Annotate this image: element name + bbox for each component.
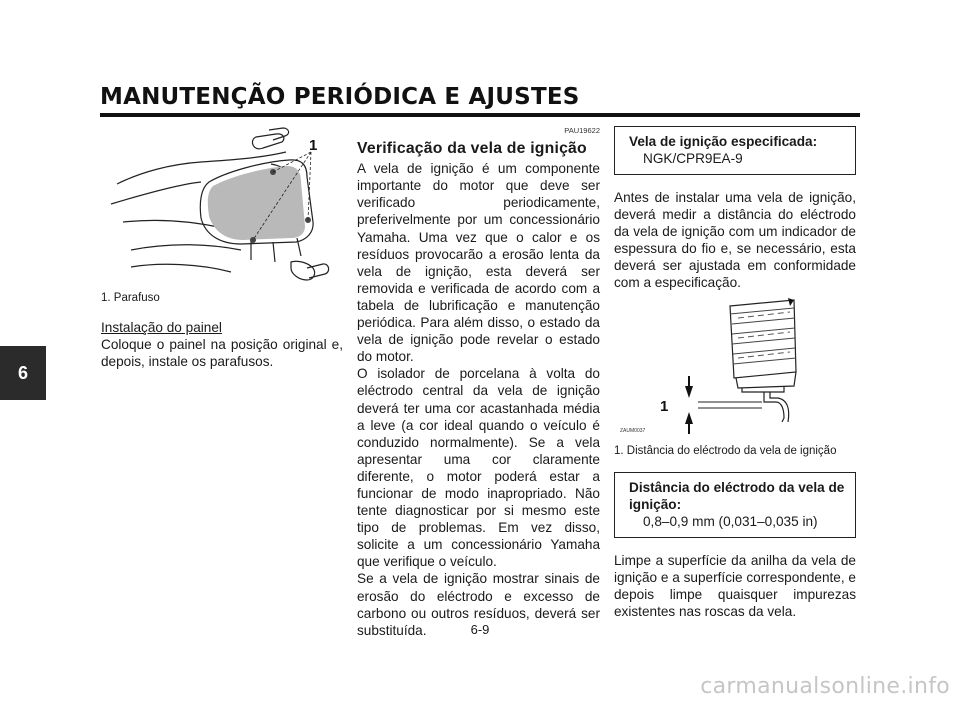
section-title: Verificação da vela de ignição xyxy=(357,140,587,158)
spec-label: Vela de ignição especificada: xyxy=(629,134,818,149)
panel-screw-figure xyxy=(101,122,343,287)
left-column xyxy=(101,122,343,370)
page-number: 6-9 xyxy=(470,622,490,637)
right-column xyxy=(614,122,856,620)
measurement-text: Antes de instalar uma vela de ignição, deverá medir a distância do eléctrodo da vela de ignição com um indicador de espessura do fio e, se necessário, esta deverá ser ajustada em conformidade com a especificação. xyxy=(614,190,856,291)
spark-plug-illustration xyxy=(614,298,856,438)
cleaning-text: Limpe a superfície da anilha da vela de ignição e a superfície correspondente, e depois limpe quaisquer impurezas existentes nas roscas da vela. xyxy=(614,552,856,619)
paragraph-3: Se a vela de ignição mostrar sinais de erosão do eléctrodo e excesso de carbono ou outros resíduos, deverá ser substituída. xyxy=(357,571,600,638)
figure-caption: 1. Distância do eléctrodo da vela de ignição xyxy=(614,444,837,457)
section-code: PAU19622 xyxy=(564,126,600,135)
header-rule xyxy=(100,113,860,117)
figure-code: ZAUM0037 xyxy=(620,427,646,434)
paragraph-2: O isolador de porcelana à volta do eléctrodo central da vela de ignição deverá ter uma cor acastanhada média a leve (a cor ideal quando o veículo é conduzido normalmente). Se a vela apresentar uma cor claramente diferente, o motor poderá estar a funcionar de modo inapropriado. Não tente diagnosticar por si mesmo este tipo de problemas. Em vez disso, solicite a um concessionário Yamaha que verifique o veículo. xyxy=(357,366,600,570)
spec-box-spark-plug xyxy=(614,126,856,175)
page-title: MANUTENÇÃO PERIÓDICA E AJUSTES xyxy=(100,84,580,110)
spark-plug-gap-figure xyxy=(614,298,856,438)
spec-label: Distância do eléctrodo da vela de ignição: xyxy=(629,479,845,512)
figure-caption: 1. Parafuso xyxy=(101,292,160,304)
subheading-panel-installation: Instalação do painel xyxy=(101,320,222,335)
paragraph-1: A vela de ignição é um componente importante do motor que deve ser verificado periodicamente, preferivelmente por um concessionário Yamaha. Uma vez que o calor e os resíduos provocarão a erosão lenta da vela de ignição, esta deverá ser removida e verificada de acordo com a tabela de lubrificação e manutenção periódica. Para além disso, o estado da vela de ignição pode revelar o estado do motor. xyxy=(357,161,600,365)
watermark: carmanualsonline.info xyxy=(700,674,950,699)
figure-callout-1: 1 xyxy=(309,137,318,154)
spec-box-electrode-gap xyxy=(614,472,856,538)
figure-callout-1: 1 xyxy=(660,397,669,415)
panel-installation-text: Coloque o painel na posição original e, depois, instale os parafusos. xyxy=(101,337,343,370)
middle-column xyxy=(357,122,600,639)
chapter-tab: 6 xyxy=(0,346,46,400)
spec-value: 0,8–0,9 mm (0,031–0,035 in) xyxy=(643,513,818,529)
panel-illustration xyxy=(101,122,343,287)
spec-value: NGK/CPR9EA-9 xyxy=(643,151,743,166)
